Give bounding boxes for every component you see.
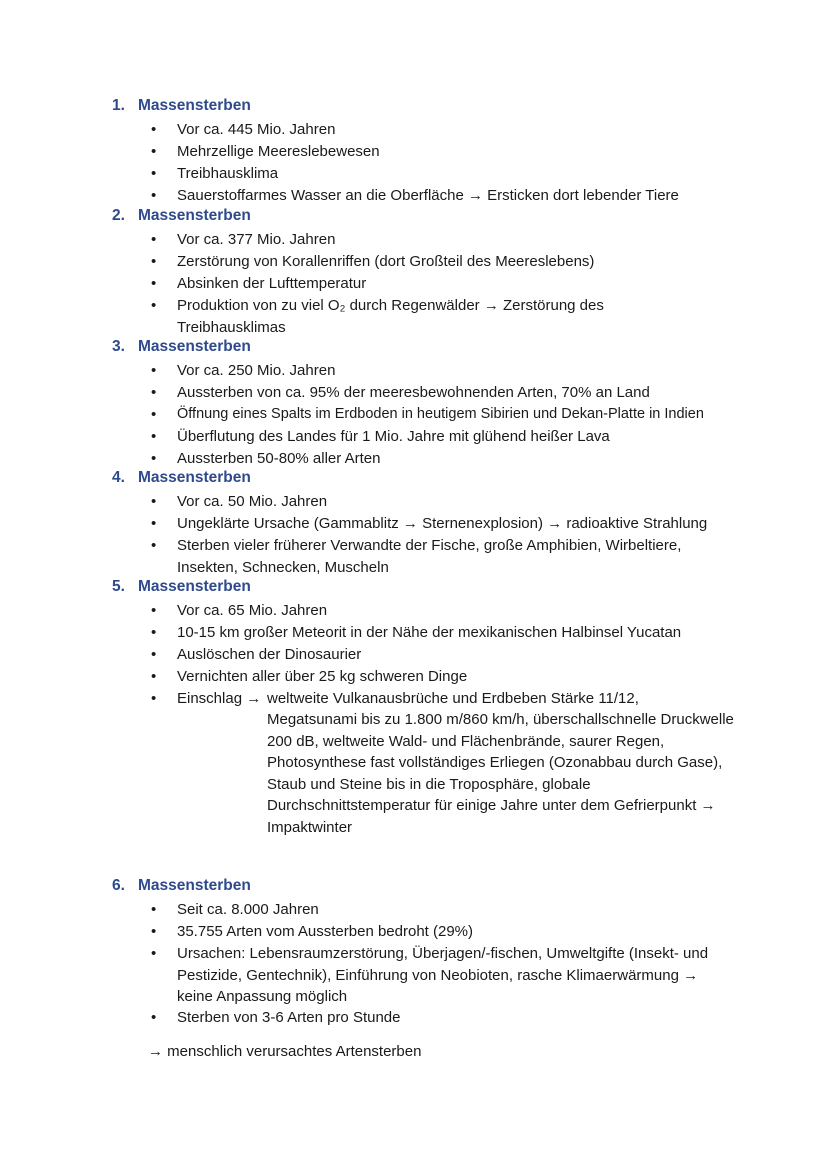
section-number: 6. bbox=[112, 877, 125, 894]
list-item bbox=[0, 491, 828, 513]
item-text: Vernichten aller über 25 kg schweren Dinge bbox=[177, 668, 468, 685]
bullet-icon: • bbox=[151, 231, 157, 248]
list-item bbox=[0, 141, 828, 163]
item-text: Vor ca. 65 Mio. Jahren bbox=[177, 602, 328, 619]
item-text: Aussterben 50-80% aller Arten bbox=[177, 450, 381, 467]
item-text: Treibhausklima bbox=[177, 165, 279, 182]
section-number: 2. bbox=[112, 207, 125, 224]
bullet-icon: • bbox=[151, 384, 157, 401]
list-item bbox=[0, 404, 828, 426]
list-item bbox=[0, 251, 828, 273]
item-text: Sterben vieler früherer Verwandte der Fische, große Amphibien, Wirbeltiere, Insekten, Schnecken, Muscheln bbox=[177, 537, 682, 576]
list-item bbox=[0, 273, 828, 295]
section-title: Massensterben bbox=[138, 338, 251, 355]
item-text: Überflutung des Landes für 1 Mio. Jahre mit glühend heißer Lava bbox=[177, 428, 610, 445]
list-item bbox=[0, 622, 828, 644]
impact-first-line: weltweite Vulkanausbrüche und Erdbeben Stärke 11/12, bbox=[267, 690, 639, 707]
bullet-list bbox=[0, 899, 828, 1029]
item-text: Sauerstoffarmes Wasser an die Oberfläche → Ersticken dort lebender Tiere bbox=[177, 187, 679, 204]
section-title: Massensterben bbox=[138, 877, 251, 894]
item-text: Seit ca. 8.000 Jahren bbox=[177, 901, 319, 918]
bullet-icon: • bbox=[151, 646, 157, 663]
list-item-impact bbox=[0, 688, 828, 838]
item-text: Auslöschen der Dinosaurier bbox=[177, 646, 362, 663]
bullet-icon: • bbox=[151, 493, 157, 510]
item-text: Vor ca. 50 Mio. Jahren bbox=[177, 493, 328, 510]
section-title: Massensterben bbox=[138, 207, 251, 224]
conclusion-text: → menschlich verursachtes Artensterben bbox=[148, 1043, 422, 1060]
item-text: Aussterben von ca. 95% der meeresbewohnenden Arten, 70% an Land bbox=[177, 384, 650, 401]
section-title: Massensterben bbox=[138, 578, 251, 595]
bullet-list bbox=[0, 600, 828, 838]
list-item bbox=[0, 921, 828, 943]
bullet-icon: • bbox=[151, 602, 157, 619]
item-text: Absinken der Lufttemperatur bbox=[177, 275, 367, 292]
item-text: Produktion von zu viel O₂ durch Regenwälder → Zerstörung des Treibhausklimas bbox=[177, 297, 604, 336]
item-text: Öffnung eines Spalts im Erdboden in heutigem Sibirien und Dekan-Platte in Indien bbox=[177, 406, 704, 422]
list-item bbox=[0, 513, 828, 535]
item-text: Vor ca. 377 Mio. Jahren bbox=[177, 231, 336, 248]
section-number: 4. bbox=[112, 469, 125, 486]
item-text: Zerstörung von Korallenriffen (dort Großteil des Meereslebens) bbox=[177, 253, 595, 270]
bullet-icon: • bbox=[151, 624, 157, 641]
item-text: Vor ca. 250 Mio. Jahren bbox=[177, 362, 336, 379]
bullet-list bbox=[0, 119, 828, 207]
bullet-icon: • bbox=[151, 537, 157, 554]
item-text: Vor ca. 445 Mio. Jahren bbox=[177, 121, 336, 138]
list-item bbox=[0, 448, 828, 470]
bullet-icon: • bbox=[151, 515, 157, 532]
list-item bbox=[0, 426, 828, 448]
list-item bbox=[0, 185, 828, 207]
bullet-icon: • bbox=[151, 1009, 157, 1026]
bullet-icon: • bbox=[151, 165, 157, 182]
bullet-icon: • bbox=[151, 297, 157, 314]
bullet-icon: • bbox=[151, 143, 157, 160]
list-item bbox=[0, 535, 828, 578]
impact-label: Einschlag → bbox=[177, 690, 262, 707]
bullet-icon: • bbox=[151, 187, 157, 204]
impact-effects-text: Megatsunami bis zu 1.800 m/860 km/h, überschallschnelle Druckwelle 200 dB, weltweite Wald- und Flächenbrände, saurer Regen, Photosynthese fast vollständiges Erliegen (Ozonabbau durch Gase), Staub und Steine bis in die Troposphäre, globale Durchschnittstemperatur für einige Jahre unter dem Gefrierpunkt → Impaktwinter bbox=[267, 711, 734, 836]
bullet-icon: • bbox=[151, 253, 157, 270]
item-text: Ursachen: Lebensraumzerstörung, Überjagen/-fischen, Umweltgifte (Insekt- und Pestizide, Gentechnik), Einführung von Neobioten, rasche Klimaerwärmung → keine Anpassung möglich bbox=[177, 945, 709, 1005]
item-text: Ungeklärte Ursache (Gammablitz → Sternenexplosion) → radioaktive Strahlung bbox=[177, 515, 708, 532]
list-item bbox=[0, 943, 828, 1007]
bullet-icon: • bbox=[151, 945, 157, 962]
bullet-icon: • bbox=[151, 362, 157, 379]
section-number: 3. bbox=[112, 338, 125, 355]
list-item bbox=[0, 119, 828, 141]
list-item bbox=[0, 600, 828, 622]
bullet-icon: • bbox=[151, 406, 157, 423]
bullet-list bbox=[0, 491, 828, 578]
section-title: Massensterben bbox=[138, 469, 251, 486]
bullet-list bbox=[0, 360, 828, 470]
item-text: Mehrzellige Meereslebewesen bbox=[177, 143, 380, 160]
list-item bbox=[0, 360, 828, 382]
item-text: 10-15 km großer Meteorit in der Nähe der mexikanischen Halbinsel Yucatan bbox=[177, 624, 682, 641]
bullet-icon: • bbox=[151, 901, 157, 918]
list-item bbox=[0, 644, 828, 666]
list-item bbox=[0, 295, 828, 338]
bullet-icon: • bbox=[151, 923, 157, 940]
bullet-icon: • bbox=[151, 690, 157, 707]
bullet-icon: • bbox=[151, 428, 157, 445]
list-item bbox=[0, 899, 828, 921]
list-item bbox=[0, 666, 828, 688]
section-title: Massensterben bbox=[138, 97, 251, 114]
section-number: 5. bbox=[112, 578, 125, 595]
list-item bbox=[0, 229, 828, 251]
bullet-icon: • bbox=[151, 668, 157, 685]
item-text: Sterben von 3-6 Arten pro Stunde bbox=[177, 1009, 401, 1026]
list-item bbox=[0, 382, 828, 404]
list-item bbox=[0, 1007, 828, 1029]
bullet-list bbox=[0, 229, 828, 338]
item-text: 35.755 Arten vom Aussterben bedroht (29%) bbox=[177, 923, 474, 940]
list-item bbox=[0, 163, 828, 185]
bullet-icon: • bbox=[151, 121, 157, 138]
section-number: 1. bbox=[112, 97, 125, 114]
bullet-icon: • bbox=[151, 275, 157, 292]
bullet-icon: • bbox=[151, 450, 157, 467]
